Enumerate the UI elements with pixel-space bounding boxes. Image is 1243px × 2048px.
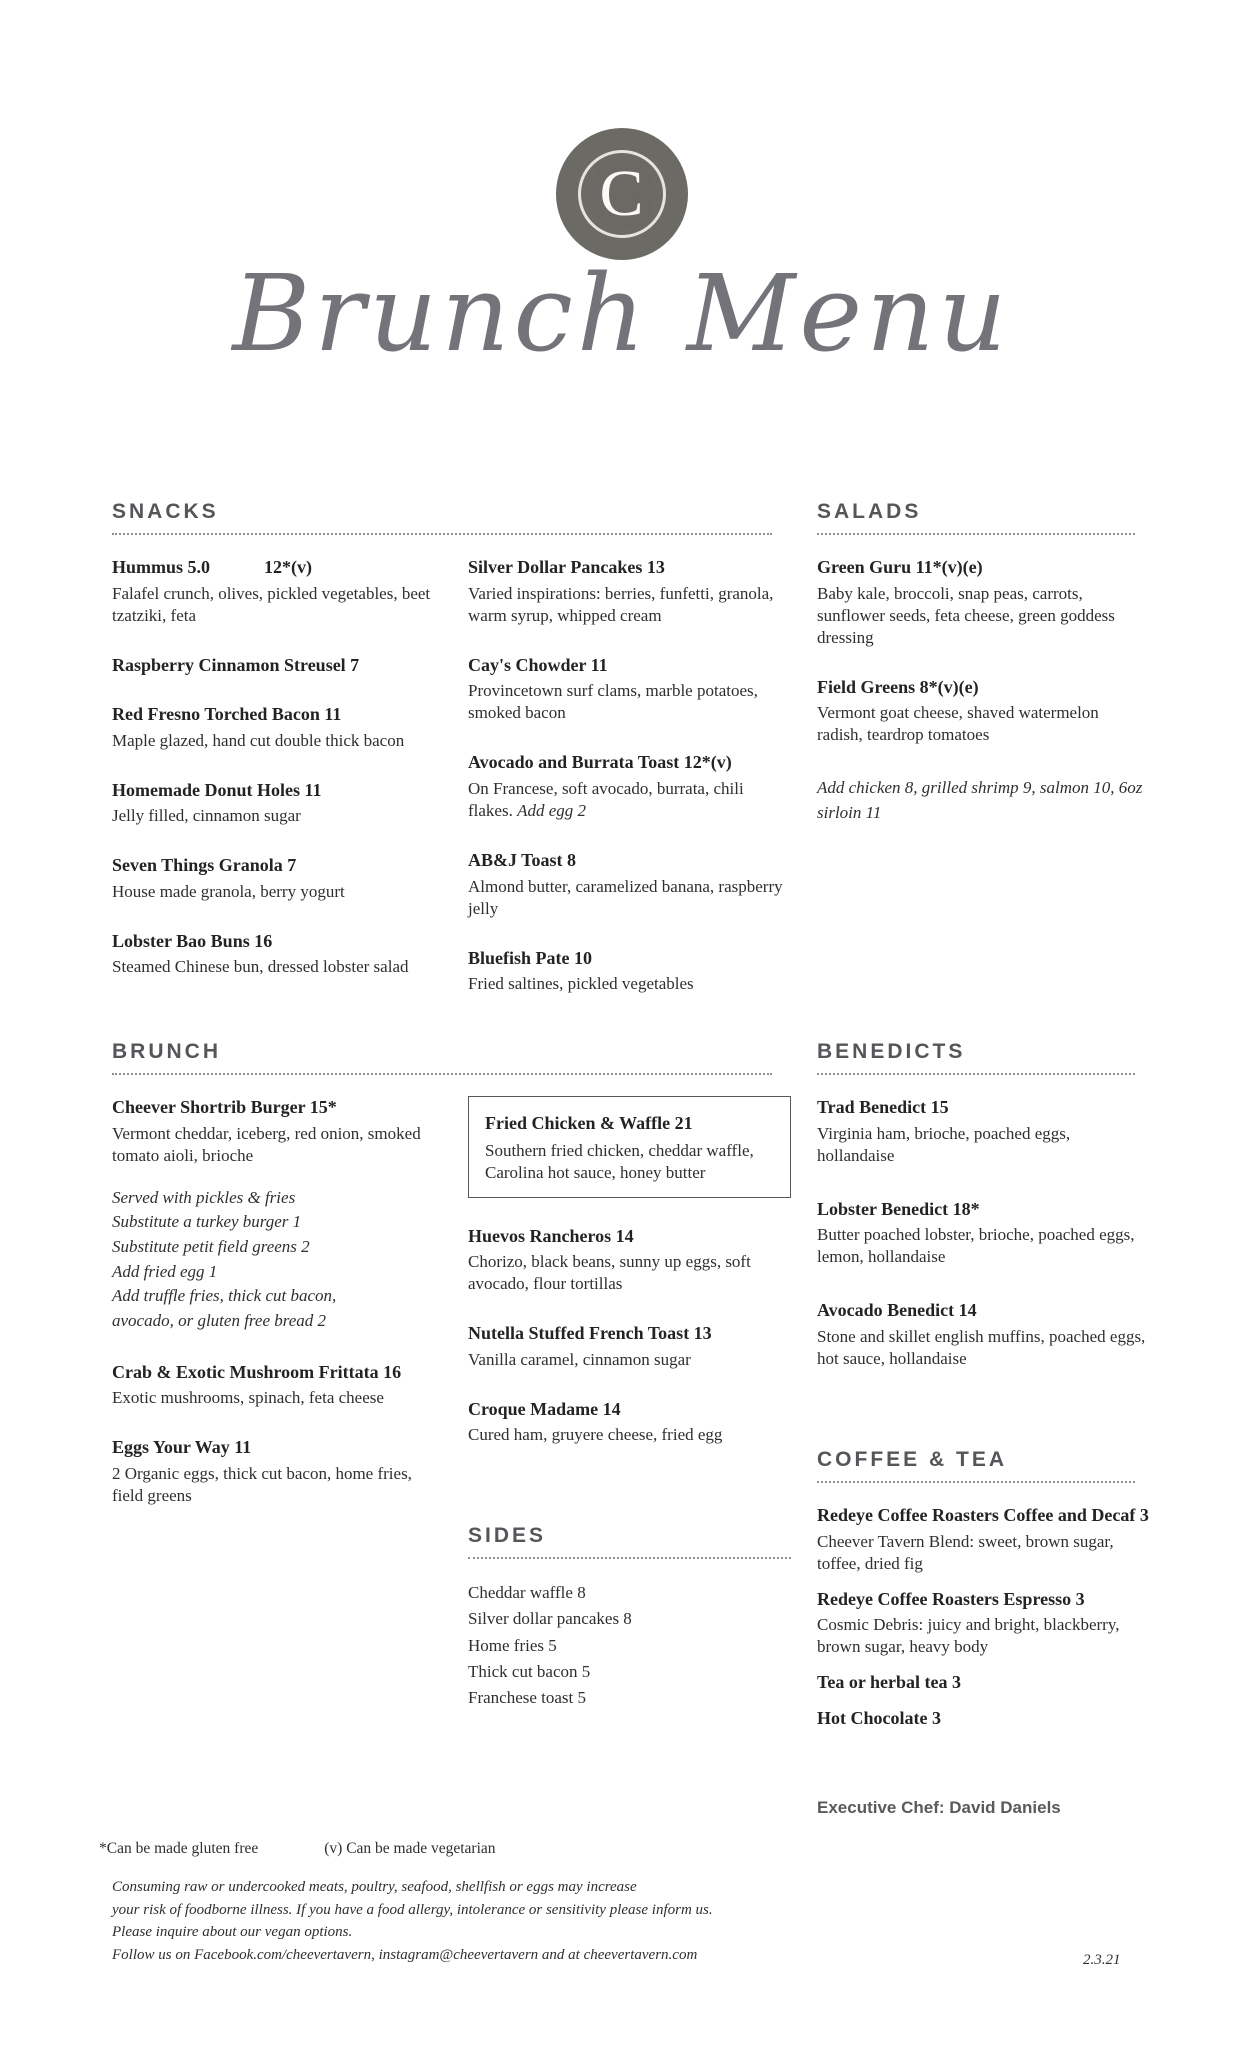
dotted-divider (817, 533, 1135, 535)
item-desc: Almond butter, caramelized banana, raspberry jelly (468, 876, 783, 918)
item-name: Raspberry Cinnamon Streusel 7 (112, 654, 360, 675)
item-name: Redeye Coffee Roasters Coffee and Decaf 3 (817, 1505, 1149, 1525)
item-name: Green Guru 11*(v)(e) (817, 557, 983, 577)
item-desc-text: On Francese, soft avocado, burrata, chili flakes. (468, 778, 744, 820)
disclaimer-line: Please inquire about our vegan options. (112, 1924, 353, 1940)
disclaimer-line: your risk of foodborne illness. If you have a food allergy, intolerance or sensitivity please inform us. (112, 1901, 713, 1918)
executive-chef-line: Executive Chef: David Daniels (817, 1798, 1061, 1817)
item-name: Field Greens 8*(v)(e) (817, 676, 979, 697)
menu-item (468, 849, 791, 920)
note-line: Substitute a turkey burger 1 (112, 1212, 302, 1232)
section-title-sides: SIDES (468, 1524, 547, 1547)
item-name: Cheever Shortrib Burger 15* (112, 1097, 337, 1117)
section-brunch (112, 1040, 791, 1534)
salads-addons-note: Add chicken 8, grilled shrimp 9, salmon 10, 6oz sirloin 11 (817, 778, 1143, 823)
menu-version: 2.3.21 (1083, 1952, 1121, 1968)
side-item: Franchese toast 5 (468, 1688, 587, 1708)
section-sides (468, 1524, 791, 1712)
item-name: Lobster Benedict 18* (817, 1198, 980, 1219)
menu-item (817, 1198, 1147, 1269)
item-name: Eggs Your Way 11 (112, 1437, 252, 1458)
menu-item (817, 1588, 1149, 1659)
menu-item (817, 1299, 1147, 1370)
item-name: Seven Things Granola 7 (112, 855, 297, 876)
item-name: Homemade Donut Holes 11 (112, 779, 322, 800)
item-name: Crab & Exotic Mushroom Frittata 16 (112, 1361, 402, 1382)
section-coffee-tea (817, 1448, 1149, 1742)
item-desc: Provincetown surf clams, marble potatoes, smoked bacon (468, 681, 758, 723)
side-item: Silver dollar pancakes 8 (468, 1609, 632, 1629)
item-desc: Varied inspirations: berries, funfetti, granola, warm syrup, whipped cream (468, 583, 774, 625)
menu-item (468, 654, 791, 725)
note-line: Add truffle fries, thick cut bacon, (112, 1286, 337, 1306)
side-item: Cheddar waffle 8 (468, 1583, 586, 1602)
menu-item (468, 1398, 791, 1447)
section-title-brunch: BRUNCH (112, 1040, 221, 1063)
item-name (112, 556, 435, 579)
note-line: Served with pickles & fries (112, 1187, 296, 1207)
side-item: Thick cut bacon 5 (468, 1662, 591, 1682)
item-desc: Stone and skillet english muffins, poached eggs, hot sauce, hollandaise (817, 1326, 1146, 1368)
section-title-snacks: SNACKS (112, 500, 219, 523)
menu-item (468, 751, 791, 822)
item-name: Trad Benedict 15 (817, 1097, 949, 1117)
menu-item (112, 930, 435, 979)
menu-item (817, 1671, 1149, 1694)
snacks-columns (112, 556, 791, 1022)
item-name: Tea or herbal tea 3 (817, 1672, 961, 1693)
item-desc: Chorizo, black beans, sunny up eggs, soft avocado, flour tortillas (468, 1252, 751, 1294)
item-desc: Southern fried chicken, cheddar waffle, Carolina hot sauce, honey butter (485, 1140, 754, 1182)
item-desc-note: Add egg 2 (517, 800, 587, 820)
section-title-salads: SALADS (817, 500, 922, 523)
item-desc: Cured ham, gruyere cheese, fried egg (468, 1425, 723, 1445)
side-item: Home fries 5 (468, 1635, 557, 1655)
brunch-column-1 (112, 1096, 435, 1534)
item-desc: Virginia ham, brioche, poached eggs, hollandaise (817, 1123, 1071, 1165)
section-benedicts (817, 1040, 1147, 1401)
item-desc: Cosmic Debris: juicy and bright, blackberry, brown sugar, heavy body (817, 1615, 1120, 1657)
menu-title: Brunch Menu (232, 252, 1011, 375)
menu-item (112, 854, 435, 903)
item-name: Hot Chocolate 3 (817, 1707, 941, 1728)
menu-item (817, 556, 1147, 649)
note-line: Substitute petit field greens 2 (112, 1236, 310, 1256)
item-name: Nutella Stuffed French Toast 13 (468, 1323, 712, 1344)
brunch-column-2 (468, 1096, 791, 1534)
dotted-divider (817, 1073, 1135, 1075)
menu-item (112, 1096, 435, 1167)
menu-item (112, 703, 435, 752)
vegetarian-note: (v) Can be made vegetarian (324, 1840, 496, 1857)
item-desc: Cheever Tavern Blend: sweet, brown sugar, toffee, dried fig (817, 1531, 1114, 1573)
menu-item (468, 947, 791, 996)
item-name: Cay's Chowder 11 (468, 654, 608, 675)
menu-item (817, 1504, 1149, 1575)
item-name: Croque Madame 14 (468, 1398, 621, 1419)
item-name: Redeye Coffee Roasters Espresso 3 (817, 1588, 1085, 1609)
logo-c-icon: C (599, 157, 644, 230)
item-name: Lobster Bao Buns 16 (112, 930, 273, 951)
disclaimer-text (112, 1876, 713, 1966)
menu-item (817, 676, 1147, 747)
dotted-divider (817, 1481, 1135, 1483)
item-name: Bluefish Pate 10 (468, 947, 592, 968)
item-name: Avocado and Burrata Toast 12*(v) (468, 752, 732, 773)
item-desc: Steamed Chinese bun, dressed lobster salad (112, 957, 409, 977)
disclaimer-line: Follow us on Facebook.com/cheevertavern, instagram@cheevertavern and at cheevertavern.com (112, 1946, 698, 1963)
menu-item (112, 779, 435, 828)
item-name: Red Fresno Torched Bacon 11 (112, 704, 342, 725)
dietary-footnotes (99, 1840, 496, 1858)
item-desc: Fried saltines, pickled vegetables (468, 974, 694, 994)
item-desc: Falafel crunch, olives, pickled vegetables, beet tzatziki, feta (112, 583, 431, 625)
item-name: Huevos Rancheros 14 (468, 1225, 634, 1246)
snacks-column-1 (112, 556, 435, 1022)
item-desc: Jelly filled, cinnamon sugar (112, 806, 301, 826)
dotted-divider (112, 533, 772, 535)
item-desc: Maple glazed, hand cut double thick bacon (112, 730, 405, 750)
section-title-coffee-tea: COFFEE & TEA (817, 1448, 1008, 1471)
item-desc: Exotic mushrooms, spinach, feta cheese (112, 1388, 384, 1408)
brunch-columns (112, 1096, 791, 1534)
menu-item (112, 1436, 435, 1507)
item-name-part: 12*(v) (264, 557, 313, 577)
section-title-benedicts: BENEDICTS (817, 1040, 966, 1063)
note-line: avocado, or gluten free bread 2 (112, 1310, 327, 1330)
dotted-divider (468, 1557, 791, 1559)
item-notes (112, 1186, 435, 1334)
item-desc: Butter poached lobster, brioche, poached eggs, lemon, hollandaise (817, 1225, 1135, 1267)
item-desc: Vanilla caramel, cinnamon sugar (468, 1349, 691, 1369)
snacks-column-2 (468, 556, 791, 1022)
item-name: Silver Dollar Pancakes 13 (468, 557, 665, 577)
item-desc: Baby kale, broccoli, snap peas, carrots, sunflower seeds, feta cheese, green goddess dressing (817, 583, 1115, 647)
item-desc: Vermont goat cheese, shaved watermelon radish, teardrop tomatoes (817, 703, 1099, 745)
menu-item (112, 654, 435, 677)
gluten-free-note: *Can be made gluten free (99, 1840, 259, 1857)
note-line: Add fried egg 1 (112, 1261, 218, 1281)
featured-item-box (468, 1096, 791, 1198)
disclaimer-line: Consuming raw or undercooked meats, poultry, seafood, shellfish or eggs may increase (112, 1879, 637, 1895)
item-name-part: Hummus 5.0 (112, 557, 211, 577)
item-desc (468, 778, 791, 822)
section-snacks (112, 500, 791, 1022)
menu-item (468, 1225, 791, 1296)
item-name: AB&J Toast 8 (468, 850, 577, 871)
item-name: Fried Chicken & Waffle 21 (485, 1113, 693, 1133)
restaurant-logo (556, 128, 688, 260)
sides-list (468, 1580, 791, 1712)
menu-item (817, 1096, 1147, 1167)
menu-item (112, 1361, 435, 1410)
item-name: Avocado Benedict 14 (817, 1300, 977, 1321)
menu-item (817, 1707, 1149, 1730)
menu-item (468, 1322, 791, 1371)
menu-item (468, 556, 791, 627)
item-desc: House made granola, berry yogurt (112, 881, 345, 901)
section-salads (817, 500, 1147, 826)
dotted-divider (112, 1073, 772, 1075)
item-desc: 2 Organic eggs, thick cut bacon, home fries, field greens (112, 1463, 412, 1505)
item-desc: Vermont cheddar, iceberg, red onion, smoked tomato aioli, brioche (112, 1123, 421, 1165)
menu-item (112, 556, 435, 627)
